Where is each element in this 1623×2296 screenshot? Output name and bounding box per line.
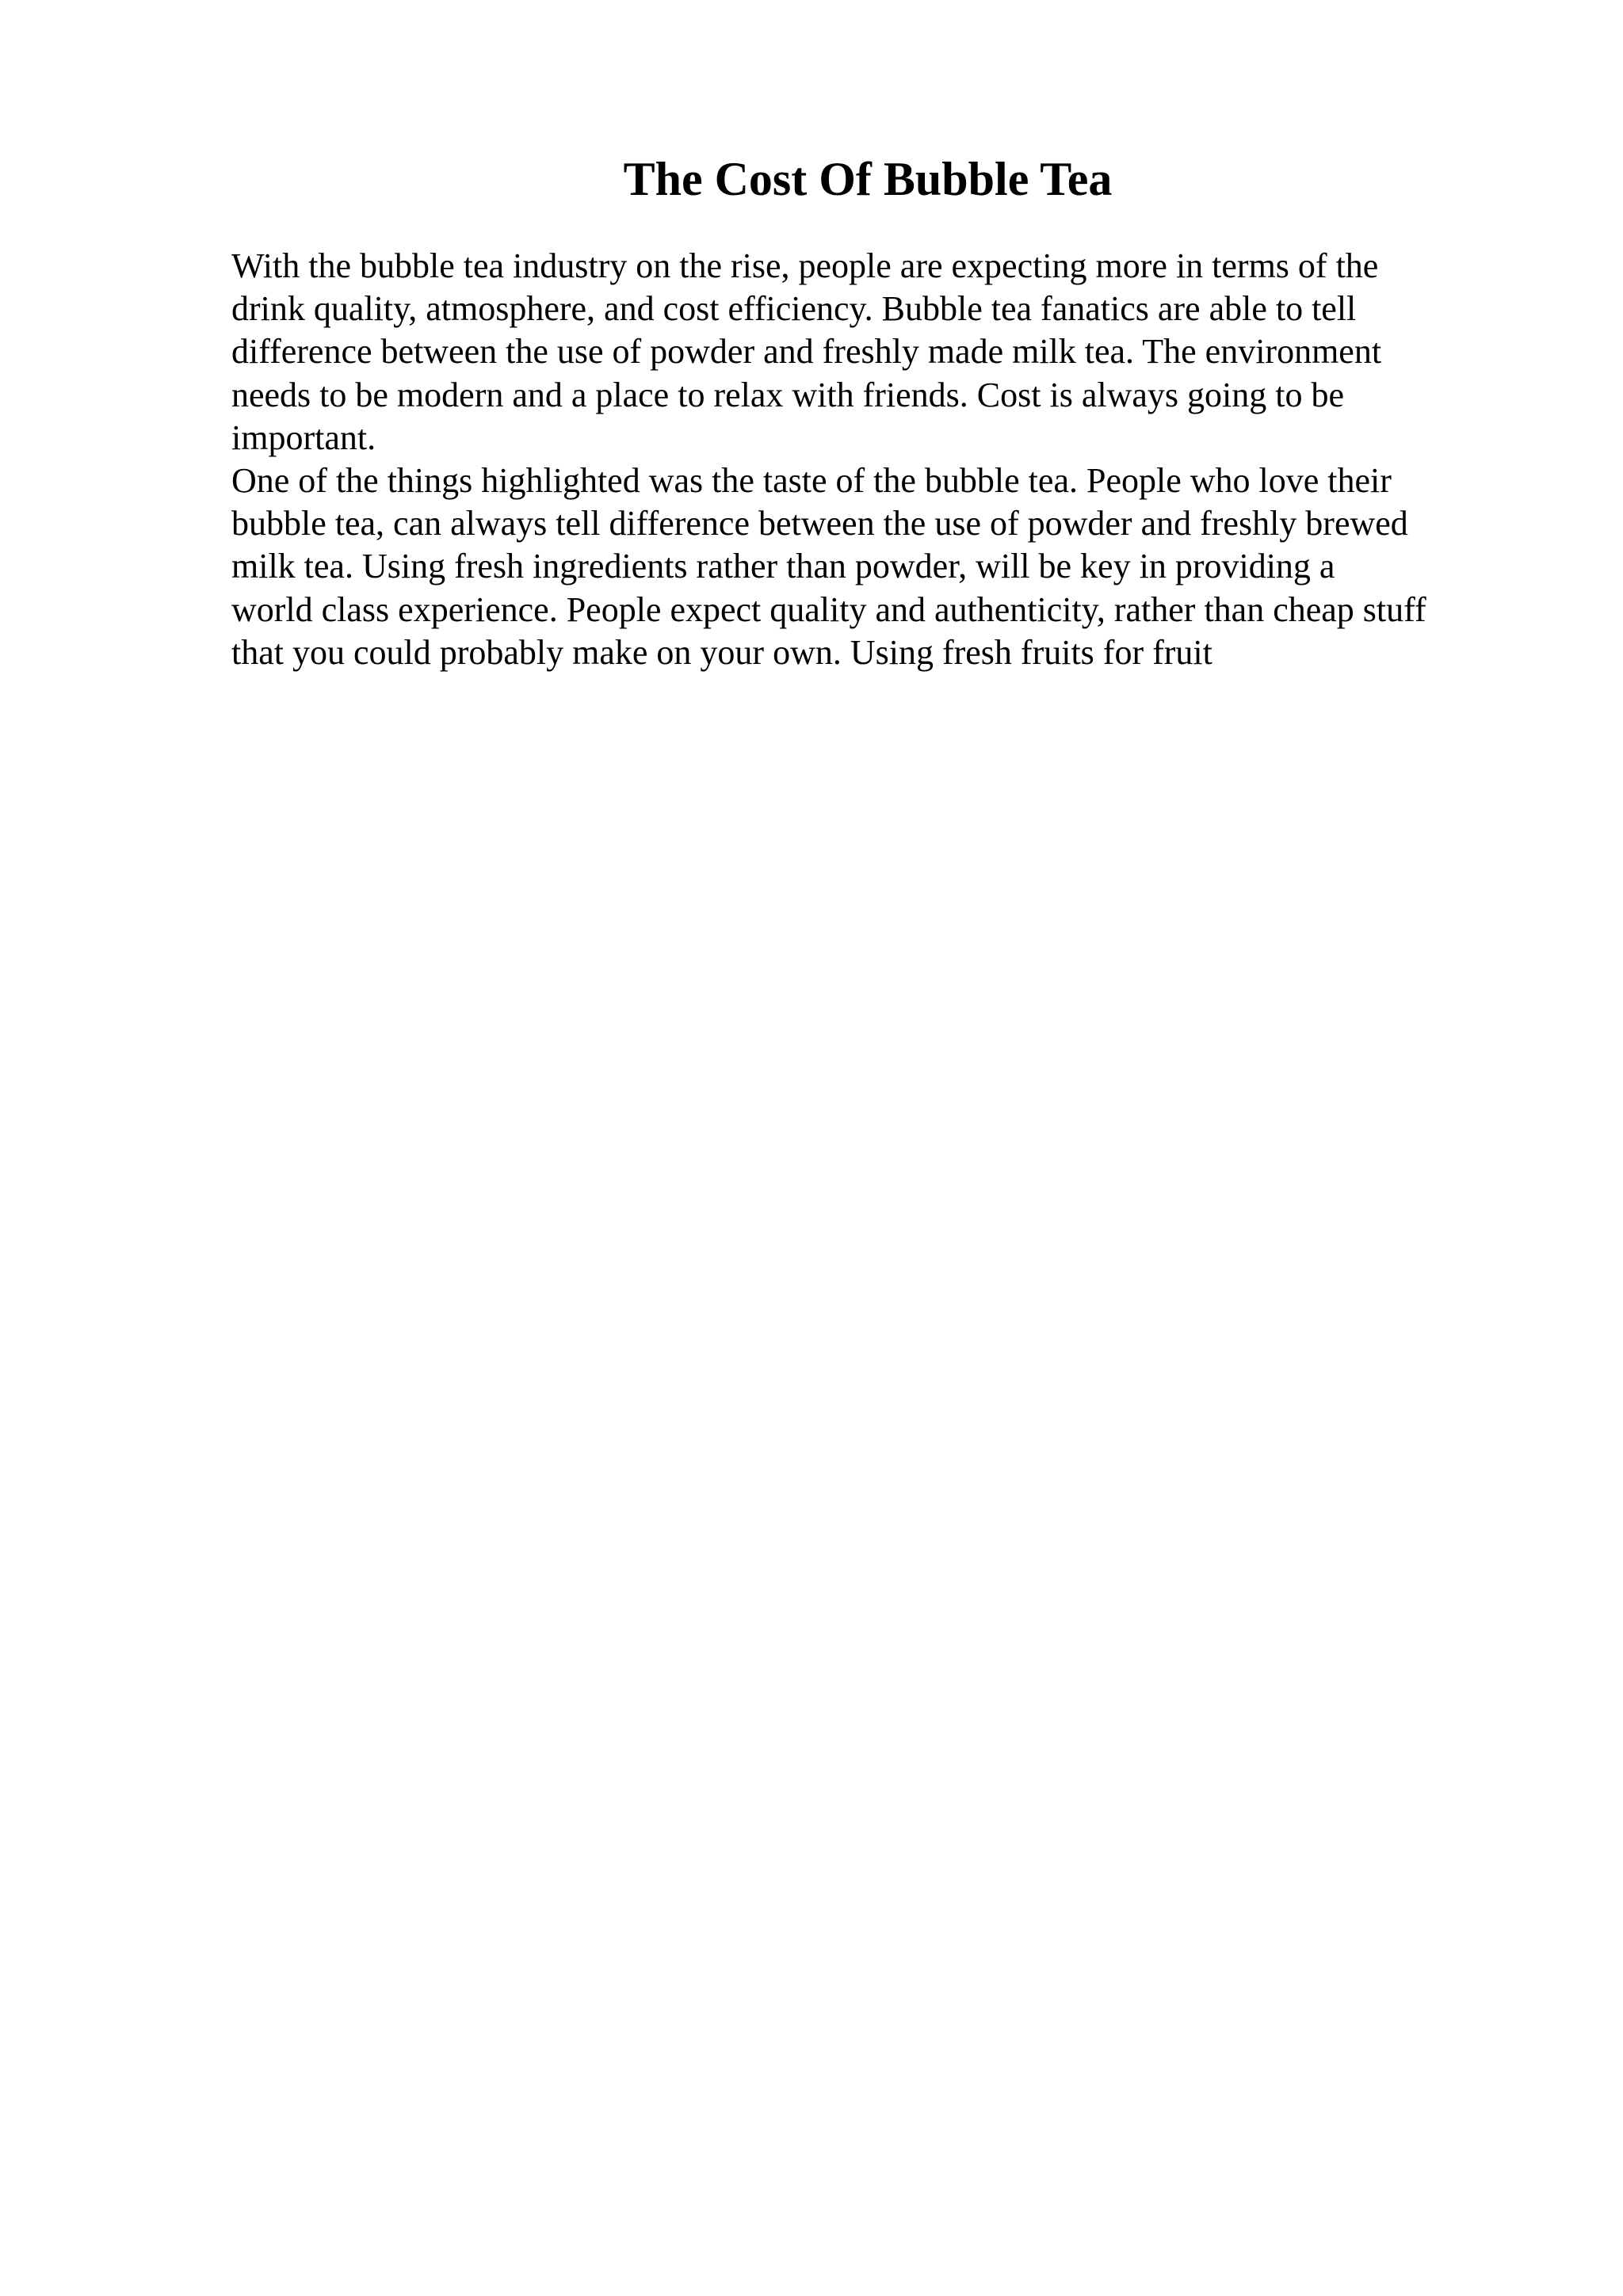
text-line: milk tea. Using fresh ingredients rather than powder, will be key in providing a (231, 547, 1335, 586)
document-title: The Cost Of Bubble Tea (623, 153, 1113, 205)
text-line: drink quality, atmosphere, and cost efficiency. Bubble tea fanatics are able to tell (231, 289, 1357, 329)
document-body (231, 245, 1515, 674)
text-line: bubble tea, can always tell difference between the use of powder and freshly brewed (231, 504, 1408, 543)
text-line: that you could probably make on your own. Using fresh fruits for fruit (231, 632, 1212, 672)
text-line: important. (231, 418, 376, 457)
text-line: world class experience. People expect quality and authenticity, rather than cheap stuff (231, 589, 1426, 629)
text-line: difference between the use of powder and freshly made milk tea. The environment (231, 332, 1382, 372)
text-line: One of the things highlighted was the taste of the bubble tea. People who love their (231, 461, 1392, 501)
text-line: needs to be modern and a place to relax with friends. Cost is always going to be (231, 375, 1344, 414)
text-line: With the bubble tea industry on the rise, people are expecting more in terms of the (231, 246, 1379, 285)
